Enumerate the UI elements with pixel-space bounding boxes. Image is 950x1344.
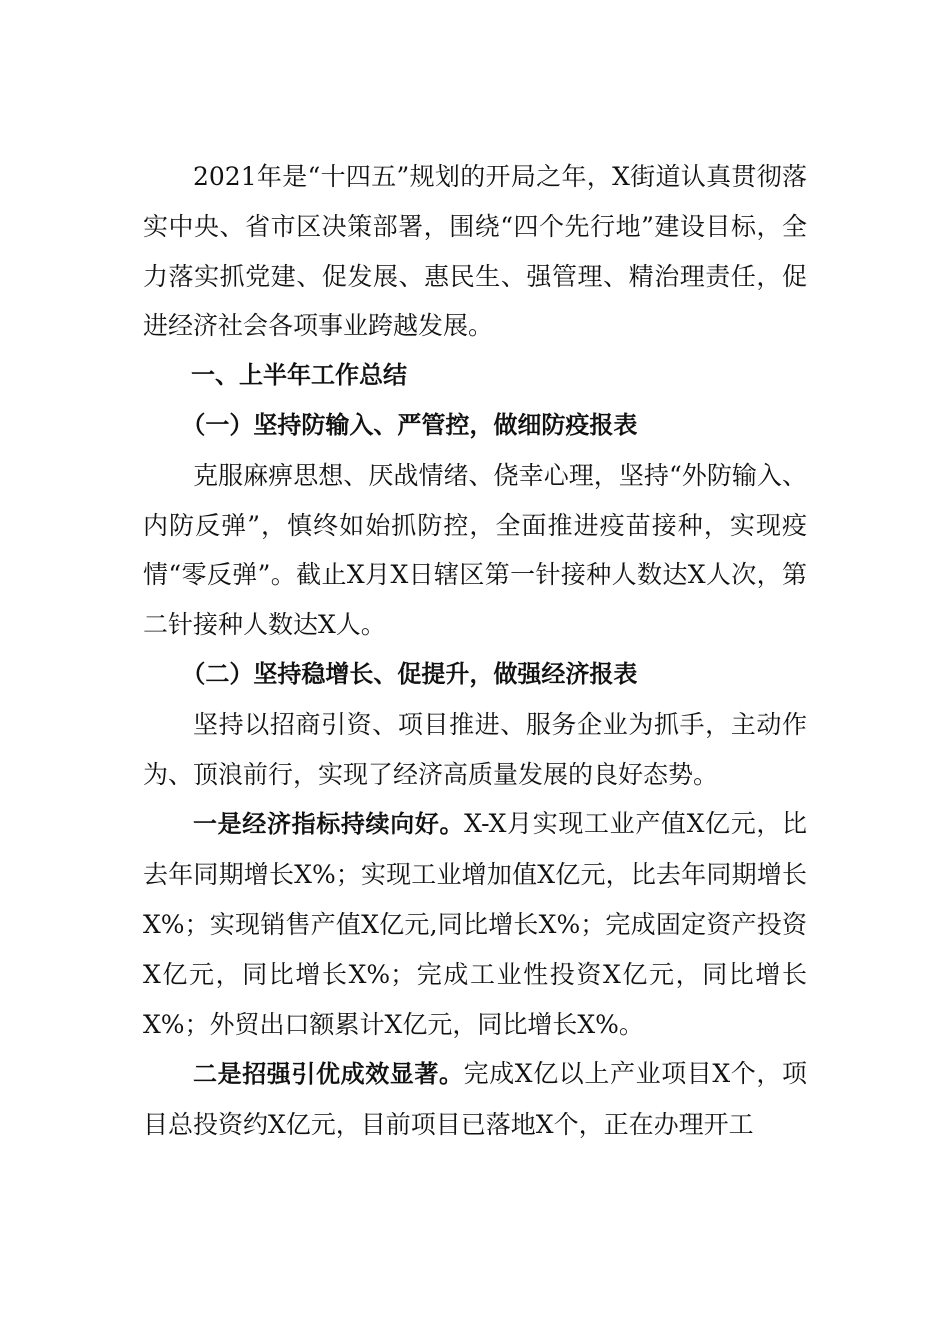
investment-body: 完成X亿以上产业项目X个，项目总投资约X亿元，目前项目已落地X个，正在办理开工 <box>143 1059 808 1140</box>
subsection-heading-economy: （二）坚持稳增长、促提升，做强经济报表 <box>181 659 638 688</box>
epidemic-paragraph: 克服麻痹思想、厌战情绪、侥幸心理，坚持“外防输入、内防反弹”，慎终如始抓防控，全面推进疫苗接种，实现疫情“零反弹”。截止X月X日辖区第一针接种人数达X人次，第二针接种人数达X人。 <box>143 460 807 640</box>
economic-indicators-paragraph <box>143 799 807 1049</box>
subsection-heading-epidemic: （一）坚持防输入、严管控，做细防疫报表 <box>181 410 638 439</box>
economic-indicators-lead: 一是经济指标持续向好。 <box>193 810 465 839</box>
economy-paragraph: 坚持以招商引资、项目推进、服务企业为抓手，主动作为、顶浪前行，实现了经济高质量发展的良好态势。 <box>143 709 807 789</box>
section-heading-summary: 一、上半年工作总结 <box>191 361 407 390</box>
investment-lead: 二是招强引优成效显著。 <box>193 1060 464 1089</box>
document-body <box>143 152 807 1150</box>
intro-paragraph: 2021年是“十四五”规划的开局之年，X街道认真贯彻落实中央、省市区决策部署，围绕“四个先行地”建设目标，全力落实抓党建、促发展、惠民生、强管理、精治理责任，促进经济社会各项事业跨越发展。 <box>143 162 807 341</box>
investment-paragraph <box>143 1049 807 1150</box>
economic-indicators-body: X-X月实现工业产值X亿元，比去年同期增长X%；实现工业增加值X亿元，比去年同期增长X%；实现销售产值X亿元,同比增长X%；完成固定资产投资X亿元，同比增长X%；完成工业性投资X亿元，同比增长X%；外贸出口额累计X亿元，同比增长X%。 <box>143 809 808 1039</box>
